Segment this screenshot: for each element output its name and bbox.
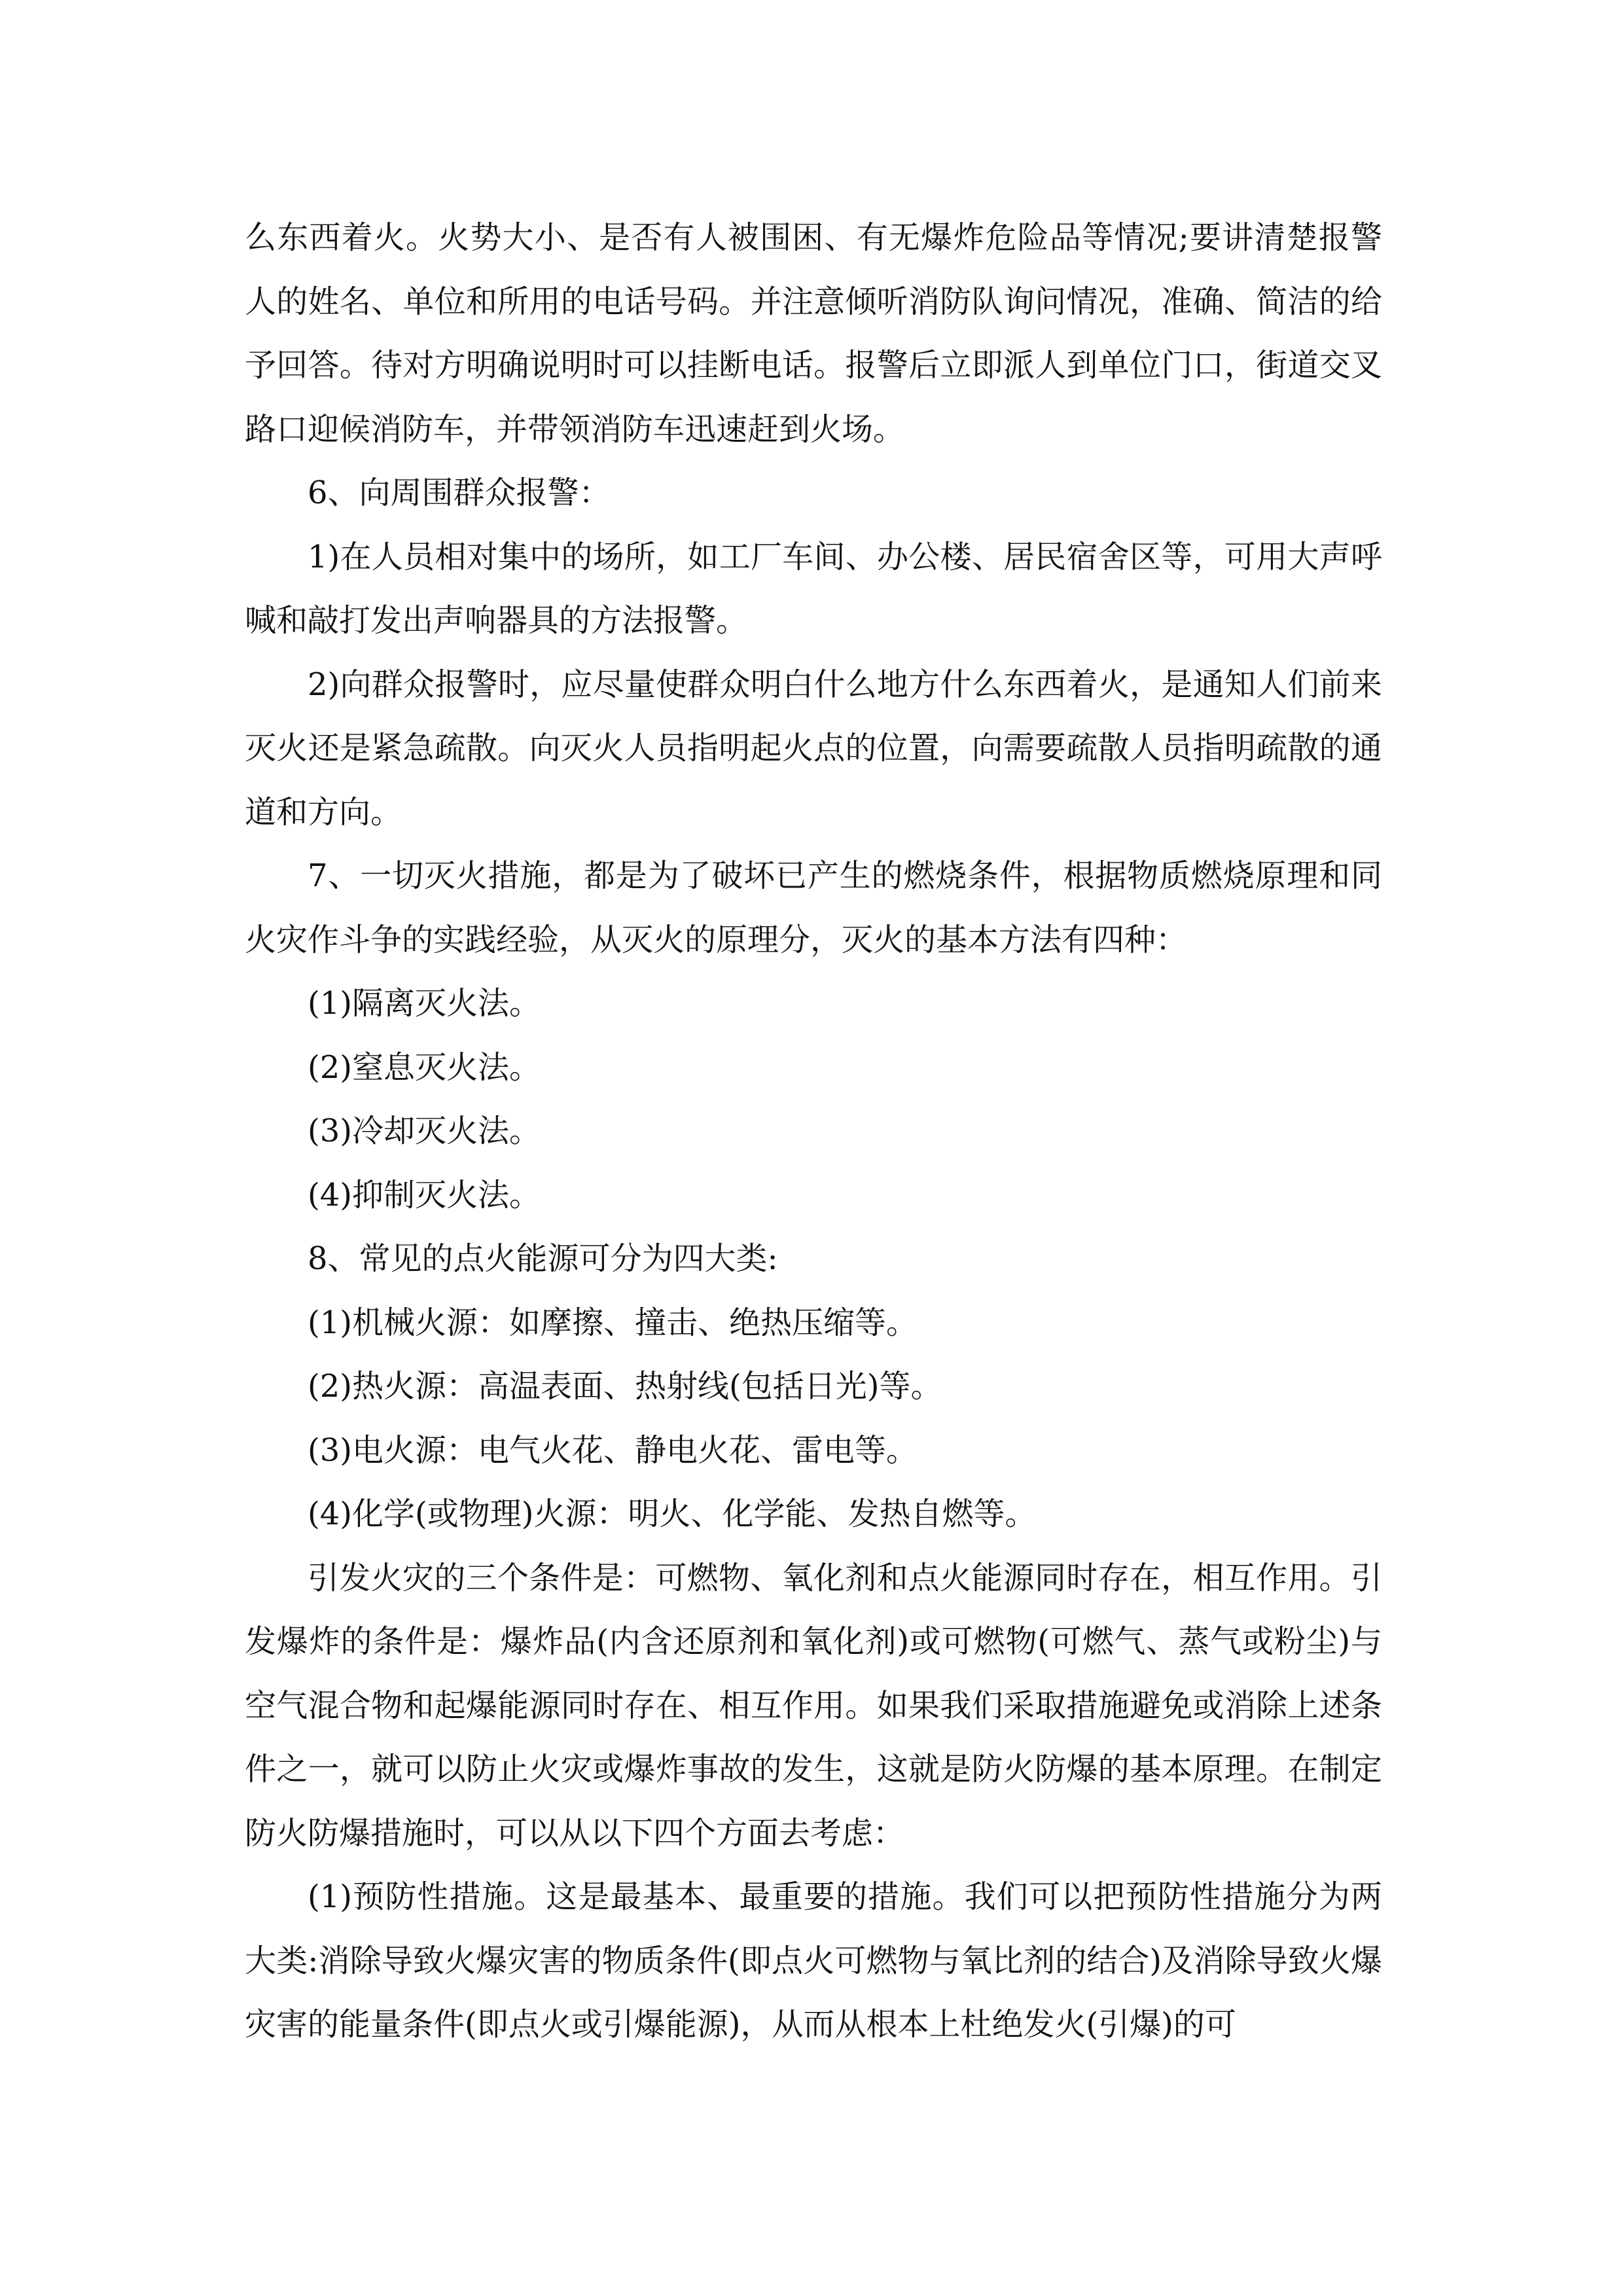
paragraph-8-2: (2)热火源：高温表面、热射线(包括日光)等。: [308, 1368, 942, 1405]
paragraph-heading-8: 8、常见的点火能源可分为四大类:: [308, 1240, 778, 1277]
paragraph-fire-conditions: 引发火灾的三个条件是：可燃物、氧化剂和点火能源同时存在，相互作用。引发爆炸的条件是：爆炸品(内含还原剂和氧化剂)或可燃物(可燃气、蒸气或粉尘)与空气混合物和起爆能源同时存在、相互作用。如果我们采取措施避免或消除上述条件之一，就可以防止火灾或爆炸事故的发生，这就是防火防爆的基本原理。在制定防火防爆措施时，可以从以下四个方面去考虑：: [245, 1559, 1382, 1852]
paragraph-heading-7: 7、一切灭火措施，都是为了破坏已产生的燃烧条件，根据物质燃烧原理和同火灾作斗争的实践经验，从灭火的原理分，灭火的基本方法有四种：: [245, 857, 1382, 958]
paragraph-8-1: (1)机械火源：如摩擦、撞击、绝热压缩等。: [308, 1304, 918, 1341]
paragraph-6-1: 1)在人员相对集中的场所，如工厂车间、办公楼、居民宿舍区等，可用大声呼喊和敲打发出声响器具的方法报警。: [245, 538, 1382, 639]
paragraph-8-3: (3)电火源：电气火花、静电火花、雷电等。: [308, 1431, 918, 1469]
paragraph-8-4: (4)化学(或物理)火源：明火、化学能、发热自燃等。: [308, 1496, 1037, 1532]
paragraph-preventive-measures: (1)预防性措施。这是最基本、最重要的措施。我们可以把预防性措施分为两大类:消除导致火爆灾害的物质条件(即点火可燃物与氧比剂的结合)及消除导致火爆灾害的能量条件(即点火或引爆能源)，从而从根本上杜绝发火(引爆)的可: [245, 1878, 1382, 2043]
paragraph-7-1: (1)隔离灭火法。: [308, 985, 541, 1022]
paragraph-6-2: 2)向群众报警时，应尽量使群众明白什么地方什么东西着火，是通知人们前来灭火还是紧急疏散。向灭火人员指明起火点的位置，向需要疏散人员指明疏散的通道和方向。: [245, 666, 1382, 831]
paragraph-heading-6: 6、向周围群众报警：: [308, 475, 611, 511]
paragraph-7-3: (3)冷却灭火法。: [308, 1113, 541, 1149]
paragraph-fire-report-continued: 么东西着火。火势大小、是否有人被围困、有无爆炸危险品等情况;要讲清楚报警人的姓名、单位和所用的电话号码。并注意倾听消防队询问情况，准确、简洁的给予回答。待对方明确说明时可以挂断电话。报警后立即派人到单位门口，街道交叉路口迎候消防车，并带领消防车迅速赶到火场。: [245, 219, 1382, 448]
paragraph-7-2: (2)窒息灭火法。: [308, 1049, 541, 1086]
document-body: [245, 206, 1382, 2057]
paragraph-7-4: (4)抑制灭火法。: [308, 1176, 541, 1213]
